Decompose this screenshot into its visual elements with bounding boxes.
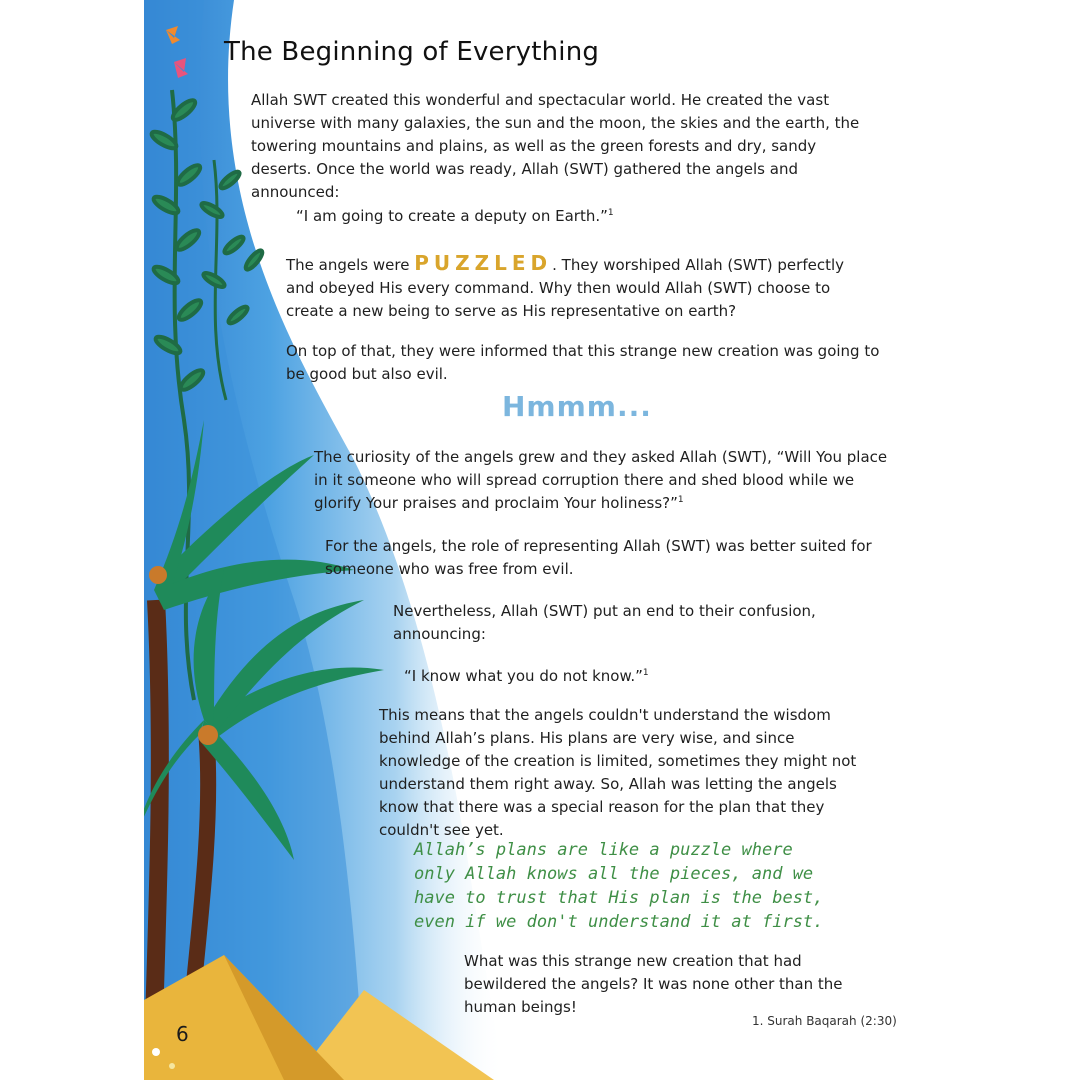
curiosity-paragraph [314, 446, 904, 515]
quote-know-text: “I know what you do not know.” [404, 667, 643, 685]
good-evil-paragraph: On top of that, they were informed that this strange new creation was going to be good but also evil. [286, 342, 880, 383]
wisdom-paragraph: This means that the angels couldn't understand the wisdom behind Allah’s plans. His plans are very wise, and since knowledge of the creation is limited, sometimes they might not understand them right away. So, Allah was letting the angels know that there was a special reason for the plan that they couldn't see yet. [379, 706, 857, 839]
puzzled-word: PUZZLED [414, 251, 553, 275]
book-page [144, 0, 924, 1080]
quote-deputy [296, 205, 796, 228]
page-title: The Beginning of Everything [224, 37, 600, 67]
puzzled-paragraph-end: . They worshiped Allah (SWT) perfectly and obeyed His every command. Why then would Allah (SWT) choose to create a new being to serve as His representative on earth? [286, 256, 844, 320]
intro-paragraph: Allah SWT created this wonderful and spectacular world. He created the vast universe with many galaxies, the sun and the moon, the skies and the earth, the towering mountains and plains, as well as the green forests and dry, sandy deserts. Once the world was ready, Allah (SWT) gathered the angels and announced: [251, 91, 860, 201]
confusion-paragraph: Nevertheless, Allah (SWT) put an end to their confusion, announcing: [393, 602, 816, 643]
page-number: 6 [176, 1022, 189, 1046]
curiosity-ref: 1 [677, 495, 684, 505]
quote-deputy-text: “I am going to create a deputy on Earth.” [296, 207, 608, 225]
role-paragraph: For the angels, the role of representing Allah (SWT) was better suited for someone who was free from evil. [325, 537, 872, 578]
puzzled-paragraph [286, 252, 871, 323]
footnote: 1. Surah Baqarah (2:30) [752, 1014, 897, 1028]
closing-paragraph: What was this strange new creation that had bewildered the angels? It was none other than the human beings! [464, 952, 843, 1016]
curiosity-text: The curiosity of the angels grew and they asked Allah (SWT), “Will You place in it someone who will spread corruption there and shed blood while we glorify Your praises and proclaim Your holiness?” [314, 448, 888, 512]
quote-know-ref: 1 [642, 668, 649, 678]
quote-know [404, 665, 804, 688]
puzzled-paragraph-start: The angels were [286, 256, 415, 274]
hmm-exclamation: Hmmm... [502, 390, 652, 423]
quote-deputy-ref: 1 [607, 208, 614, 218]
puzzle-note: Allah’s plans are like a puzzle where only Allah knows all the pieces, and we have to trust that His plan is the best, even if we don't understand it at first. [414, 840, 824, 932]
